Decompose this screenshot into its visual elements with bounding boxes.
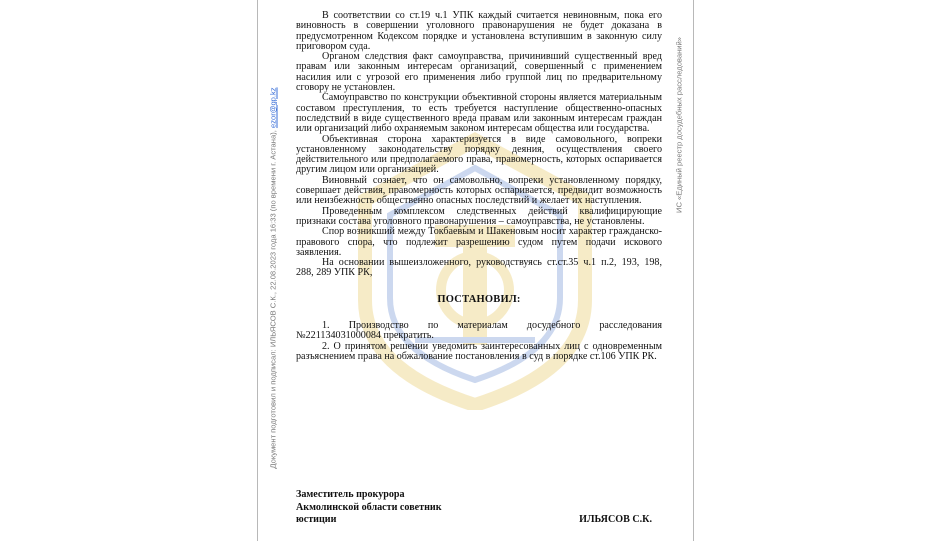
page-right-edge — [693, 0, 694, 541]
signature-block — [296, 489, 662, 527]
signing-note-text: Документ подготовил и подписал: ИЛЬЯСОВ С.К., 22.08.2023 года 16:33 (по времени г. Астана), — [268, 130, 278, 469]
paragraph: В соответствии со ст.19 ч.1 УПК каждый считается невиновным, пока его виновность в совершении уголовного правонарушения не будет доказана в предусмотренном Кодексом порядке и установлена вступившим в законную силу приговором суда. — [296, 10, 662, 52]
signer-position-line: Акмолинской области советник — [296, 501, 442, 513]
registry-note: ИС «Единый реестр досудебных расследований» — [674, 36, 684, 214]
signer-name: ИЛЬЯСОВ С.К. — [579, 514, 652, 525]
paragraph: Спор возникший между Токбаевым и Шакеновым носит характер гражданско-правового спора, что подлежит разрешению судом путем подачи искового заявления. — [296, 226, 662, 258]
signing-email-link[interactable]: ezor@gp.kz — [268, 87, 278, 129]
signer-position-line: Заместитель прокурора — [296, 489, 405, 500]
paragraph: Виновный сознает, что он самовольно, вопреки установленному порядку, совершает действия, правомерность которых оспаривается, предвидит возможность или неизбежность общественно опасных последствий и желает их наступления. — [296, 174, 662, 207]
document-body — [296, 11, 662, 362]
paragraph: Органом следствия факт самоуправства, причинивший существенный вред правам или законным интересам организаций, совершенный с применением насилия или с угрозой его применения либо группой лиц по предварительному сговору не установлен. — [296, 51, 662, 94]
resolution-item: 1. Производство по материалам досудебного расследования №221134031000084 прекратить. — [296, 320, 662, 342]
paragraph: Проведенным комплексом следственных действий квалифицирующие признаки состава уголовного правонарушения – самоуправства, не установлены. — [296, 205, 662, 227]
paragraph: Объективная сторона характеризуется в виде самовольного, вопреки установленному законодательству порядку деяния, осуществления своего действительного или предполагаемого права, правомерность, которых оспаривается другим лицом или организацией. — [296, 133, 662, 176]
document-signing-note — [269, 68, 278, 488]
page-left-edge — [257, 0, 258, 541]
signer-position-line: юстиции — [296, 514, 337, 526]
resolution-item: 2. О принятом решении уведомить заинтересованных лиц с одновременным разъяснением права на обжалование постановления в суд в порядке ст.106 УПК РК. — [296, 340, 662, 362]
paragraph: На основании вышеизложенного, руководствуясь ст.ст.35 ч.1 п.2, 193, 198, 288, 289 УПК РК, — [296, 257, 662, 279]
resolution-heading: ПОСТАНОВИЛ: — [437, 293, 521, 305]
paragraph: Самоуправство по конструкции объективной стороны является материальным составом преступления, то есть требуется наступление общественно-опасных последствий в виде существенного вреда правам или законным интересам граждан или организаций либо охраняемым законом интересам общества или государства. — [296, 92, 662, 135]
